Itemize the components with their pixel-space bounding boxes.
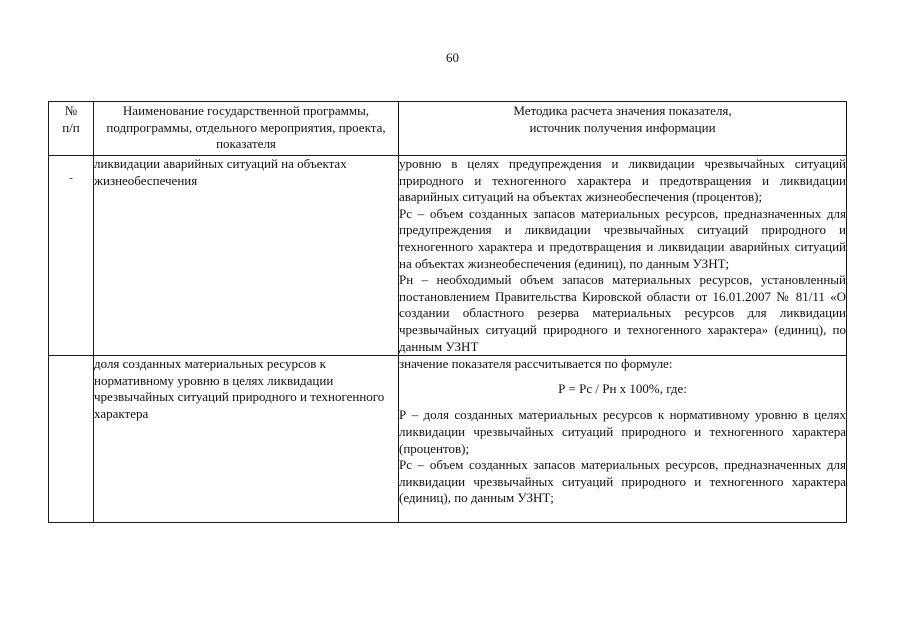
header-name-text: Наименование государственной программы, подпрограммы, отдельного мероприятия, проекта, показателя (106, 103, 386, 152)
table-row (49, 356, 847, 523)
header-num-text: № п/п (62, 103, 80, 135)
indicator-methodology-table (48, 101, 847, 523)
row-mark: - (69, 172, 73, 184)
header-method (399, 102, 847, 156)
row-num-cell (49, 156, 94, 356)
formula: Р = Рс / Рн х 100%, где: (558, 380, 687, 396)
method-paragraph: уровню в целях предупреждения и ликвидации чрезвычайных ситуаций природного и техногенного характера и предотвращения и ликвидации аварийных ситуаций на объектах жизнеобеспечения (процентов); (399, 156, 846, 205)
row-name-cell (94, 356, 399, 523)
row-method-cell (399, 156, 847, 356)
method-intro: значение показателя рассчитывается по формуле: (399, 356, 673, 372)
table-row (49, 156, 847, 356)
method-paragraph: Рн – необходимый объем запасов материальных ресурсов, установленный постановлением Правительства Кировской области от 16.01.2007 № 81/11 «О создании областного резерва материальных ресурсов для ликвидации чрезвычайных ситуаций природного и техногенного характера» (единиц), по данным УЗНТ (399, 272, 846, 354)
row-name-text: доля созданных материальных ресурсов к нормативному уровню в целях ликвидации чрезвычайных ситуаций природного и техногенного характера (94, 356, 385, 421)
row-name-text: ликвидации аварийных ситуаций на объектах жизнеобеспечения (94, 156, 347, 188)
row-method-cell (399, 356, 847, 523)
method-paragraph: Рс – объем созданных запасов материальных ресурсов, предназначенных для ликвидации чрезвычайных ситуаций природного и техногенного характера (единиц), по данным УЗНТ; (399, 457, 846, 506)
method-paragraph: Рс – объем созданных запасов материальных ресурсов, предназначенных для предупреждения и ликвидации чрезвычайных ситуаций природного и техногенного характера и предотвращения и ликвидации аварийных ситуаций на объектах жизнеобеспечения (единиц), по данным УЗНТ; (399, 205, 846, 271)
method-paragraph: Р – доля созданных материальных ресурсов к нормативному уровню в целях ликвидации чрезвычайных ситуаций природного и техногенного характера (процентов); (399, 407, 846, 456)
header-method-text: Методика расчета значения показателя, источник получения информации (513, 103, 732, 135)
row-num-cell (49, 356, 94, 523)
page-number: 60 (446, 50, 459, 65)
header-num (49, 102, 94, 156)
table-header-row (49, 102, 847, 156)
header-name (94, 102, 399, 156)
row-name-cell (94, 156, 399, 356)
